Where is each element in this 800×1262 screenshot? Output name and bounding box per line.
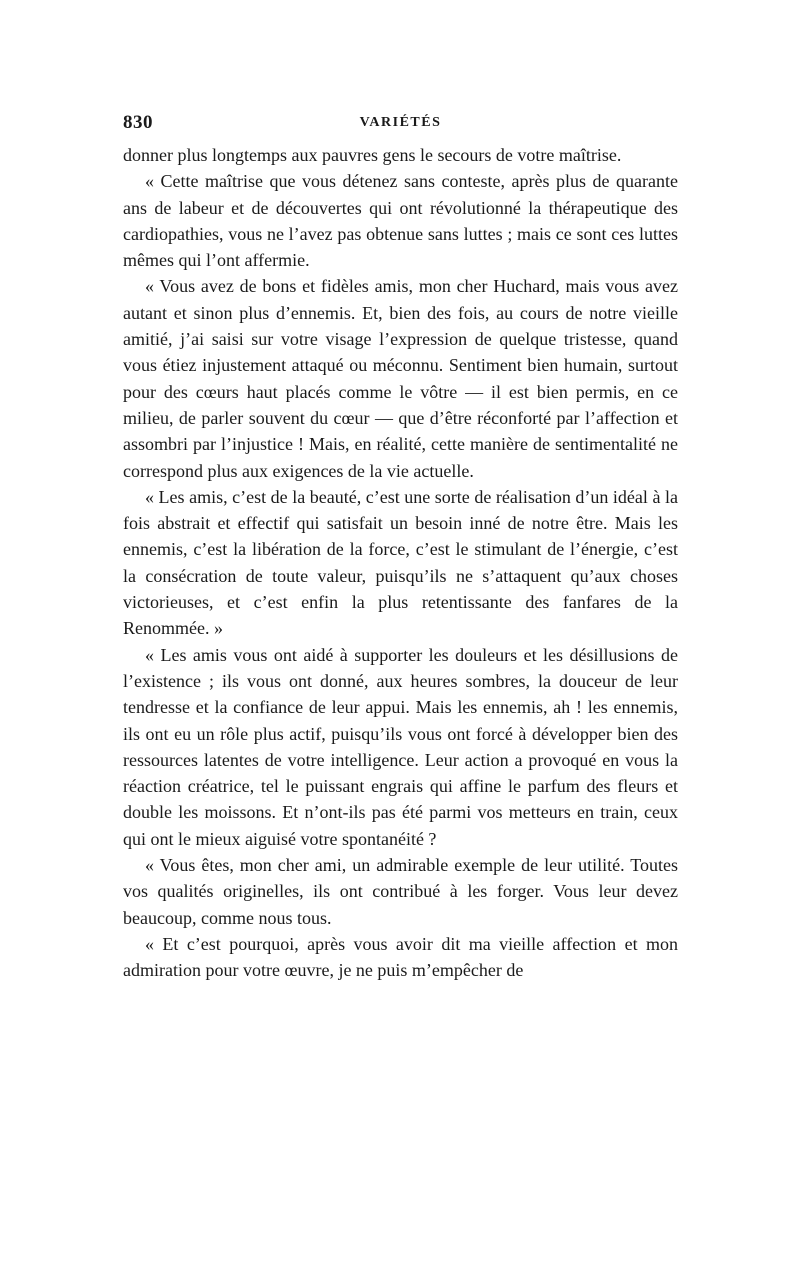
paragraph: « Vous avez de bons et fidèles amis, mon cher Huchard, mais vous avez autant et sinon plus d’ennemis. Et, bien des fois, au cours de notre vieille amitié, j’ai saisi sur votre visage l’expression de quelque tristesse, quand vous étiez injustement attaqué ou méconnu. Sentiment bien humain, surtout pour des cœurs haut placés comme le vôtre — il est bien permis, en ce milieu, de parler souvent du cœur — que d’être réconforté par l’affection et assombri par l’injustice ! Mais, en réalité, cette manière de sentimentalité ne correspond plus aux exigences de la vie actuelle.: [123, 276, 678, 481]
page-number: 830: [123, 112, 153, 133]
body-text: [123, 142, 678, 984]
paragraph: « Cette maîtrise que vous détenez sans conteste, après plus de quarante ans de labeur et de découvertes qui ont révolutionné la thérapeutique des cardiopathies, vous ne l’avez pas obtenue sans luttes ; mais ce sont ces luttes mêmes qui l’ont affermie.: [123, 171, 678, 271]
running-head: [123, 112, 678, 142]
section-title: VARIÉTÉS: [359, 115, 442, 130]
paragraph: « Vous êtes, mon cher ami, un admirable exemple de leur utilité. Toutes vos qualités originelles, ils ont contribué à les forger. Vous leur devez beaucoup, comme nous tous.: [123, 855, 678, 928]
paragraph: « Et c’est pourquoi, après vous avoir dit ma vieille affection et mon admiration pour votre œuvre, je ne puis m’empêcher de: [123, 933, 678, 981]
paragraph-continuation: donner plus longtemps aux pauvres gens le secours de votre maîtrise.: [123, 145, 622, 165]
paragraph: « Les amis vous ont aidé à supporter les douleurs et les désillusions de l’existence ; ils vous ont donné, aux heures sombres, la douceur de leur tendresse et la confiance de leur appui. Mais les ennemis, ah ! les ennemis, ils ont eu un rôle plus actif, puisqu’ils vous ont forcé à développer bien des ressources latentes de votre intelligence. Leur action a provoqué en vous la réaction créatrice, tel le puissant engrais qui affine le parfum des fleurs et double les moissons. Et n’ont-ils pas été parmi vos metteurs en train, ceux qui ont le mieux aiguisé votre spontanéité ?: [123, 644, 678, 849]
book-page: [123, 112, 678, 984]
paragraph: « Les amis, c’est de la beauté, c’est une sorte de réalisation d’un idéal à la fois abstrait et effectif qui satisfait un besoin inné de notre être. Mais les ennemis, c’est la libération de la force, c’est le stimulant de l’énergie, c’est la consécration de toute valeur, puisqu’ils ne s’attaquent qu’aux choses victorieuses, et c’est enfin la plus retentissante des fanfares de la Renommée. »: [123, 486, 678, 639]
